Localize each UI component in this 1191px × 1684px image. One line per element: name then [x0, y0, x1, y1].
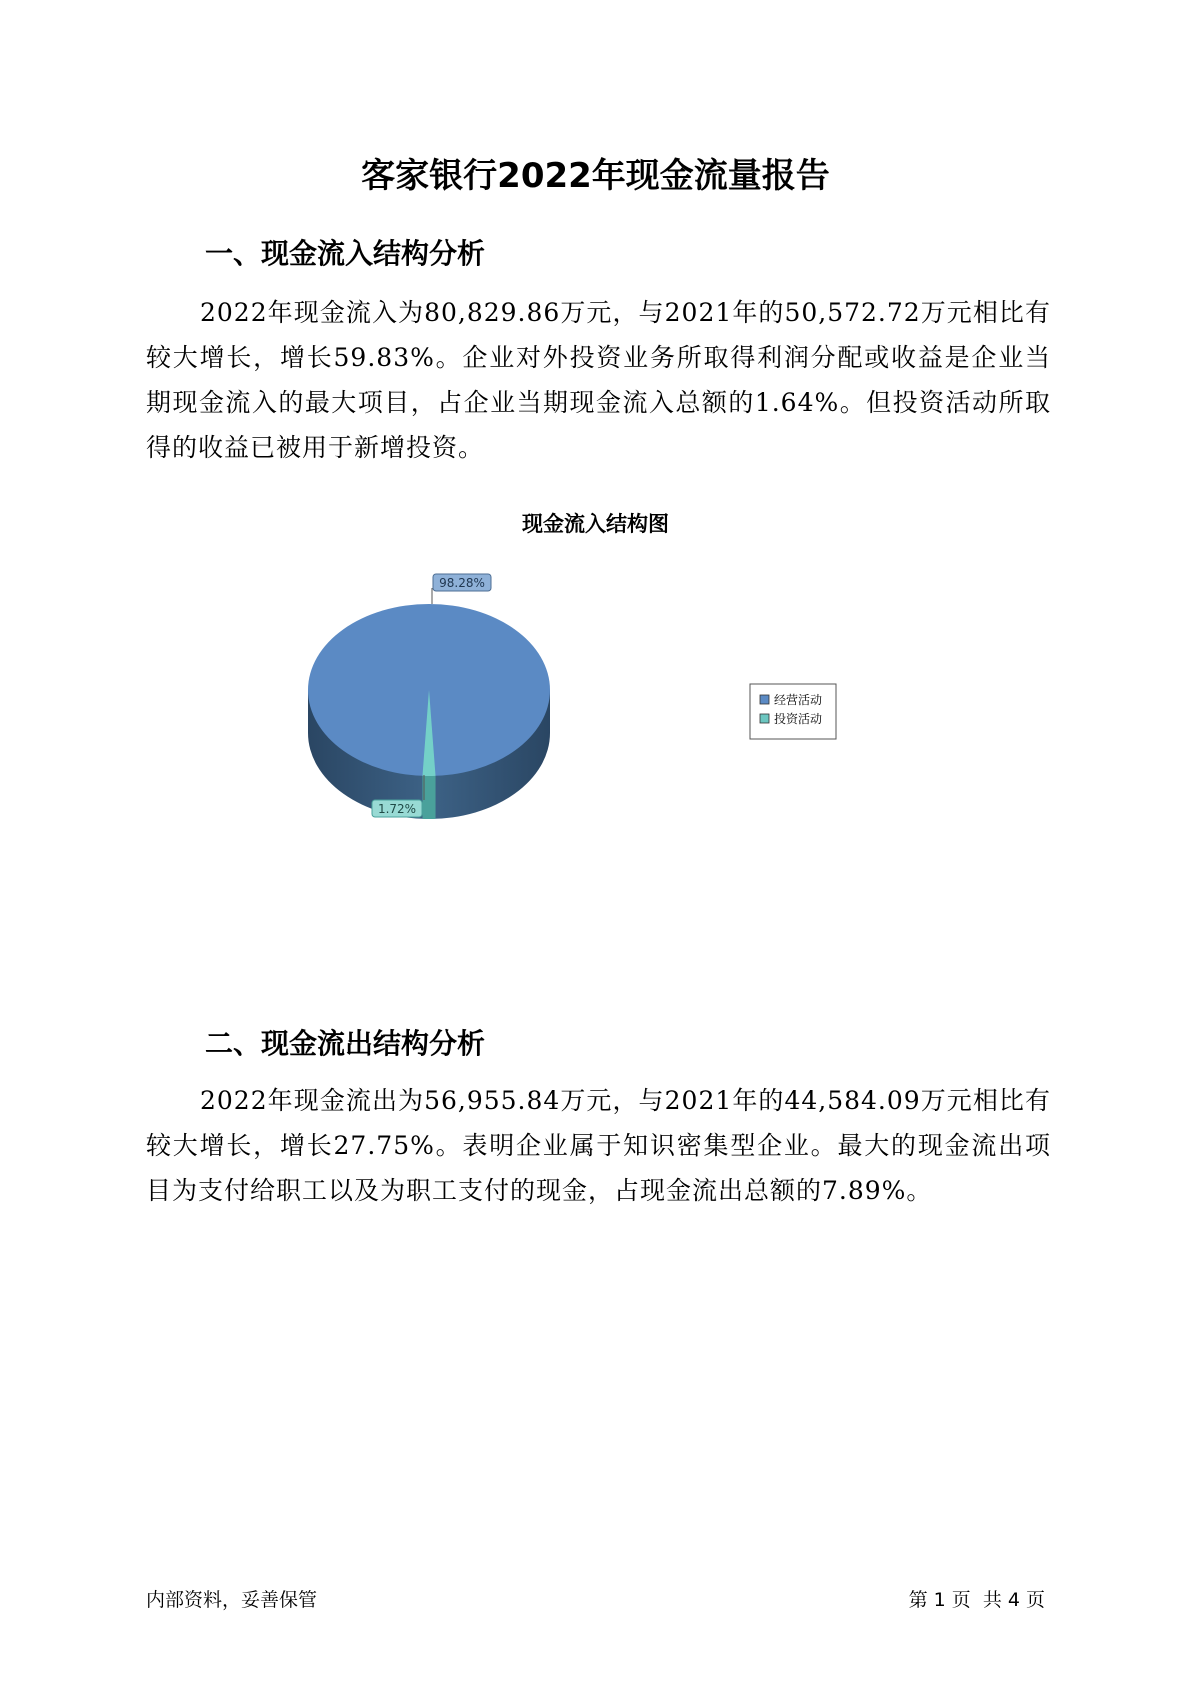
legend-swatch-investing: [760, 714, 769, 723]
footer-note: 内部资料，妥善保管: [146, 1589, 318, 1611]
data-label-operating: 98.28%: [439, 576, 485, 590]
section2-heading: 二、现金流出结构分析: [205, 1027, 486, 1060]
document-title: 客家银行2022年现金流量报告: [361, 156, 830, 196]
section1-paragraph: 2022年现金流入为80,829.86万元，与2021年的50,572.72万元相比有较大增长，增长59.83%。企业对外投资业务所取得利润分配或收益是企业当期现金流入的最大项目，占企业当期现金流入总额的1.64%。但投资活动所取得的收益已被用于新增投资。: [146, 298, 1051, 462]
section1-heading: 一、现金流入结构分析: [205, 237, 486, 270]
legend-swatch-operating: [760, 695, 769, 704]
legend-label-operating: 经营活动: [774, 693, 823, 707]
chart-title: 现金流入结构图: [522, 512, 669, 536]
section2-paragraph: 2022年现金流出为56,955.84万元，与2021年的44,584.09万元相比有较大增长，增长27.75%。表明企业属于知识密集型企业。最大的现金流出项目为支付给职工以及为职工支付的现金，占现金流出总额的7.89%。: [146, 1086, 1051, 1205]
legend-label-investing: 投资活动: [774, 712, 823, 726]
data-label-investing: 1.72%: [377, 802, 417, 816]
page-number: 第 1 页 共 4 页: [908, 1589, 1045, 1611]
